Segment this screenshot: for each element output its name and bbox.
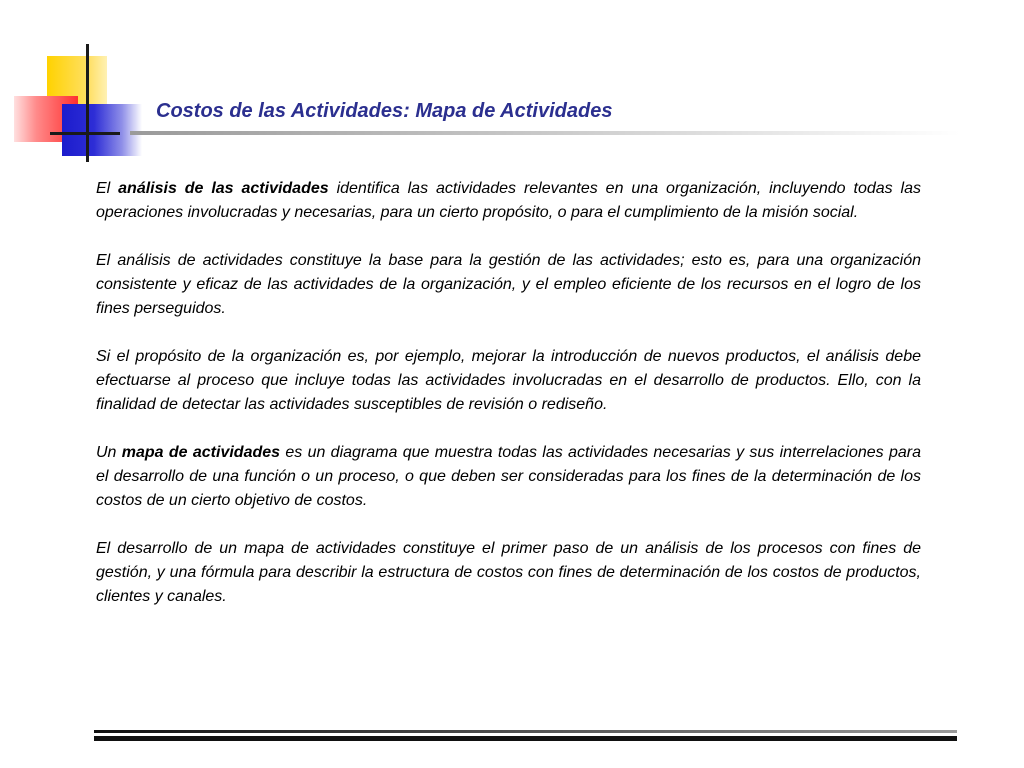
term-mapa-de-actividades: mapa de actividades xyxy=(121,444,281,461)
paragraph-primer-paso: El desarrollo de un mapa de actividades constituye el primer paso de un análisis de los procesos con fines de gestión, y una fórmula para describir la estructura de costos con fines de determinación de los costos de productos, clientes y canales. xyxy=(96,540,921,605)
logo-blue-square xyxy=(62,104,142,156)
logo-vertical-line xyxy=(86,44,89,162)
paragraph-mapa xyxy=(96,441,921,513)
title-underline xyxy=(130,131,960,135)
slide-title: Costos de las Actividades: Mapa de Actividades xyxy=(156,100,613,122)
term-analisis-de-las-actividades: análisis de las actividades xyxy=(118,180,329,197)
decorative-logo xyxy=(0,0,160,170)
paragraph-analisis xyxy=(96,177,921,225)
paragraph-base-gestion: El análisis de actividades constituye la base para la gestión de las actividades; esto es, para una organización consistente y eficaz de las actividades de la organización, y el empleo eficiente de los recursos en el logro de los fines perseguidos. xyxy=(96,252,921,317)
paragraph-rest: es un diagrama que muestra todas las actividades necesarias y sus interrelaciones para el desarrollo de una función o un proceso, o que deben ser consideradas para los fines de la determinación de los costos de un cierto objetivo de costos. xyxy=(96,444,922,509)
paragraph-prefix: El xyxy=(96,180,119,197)
logo-horizontal-line xyxy=(50,132,120,135)
footer-rule-thin xyxy=(94,730,957,733)
paragraph-prefix: Un xyxy=(96,444,122,461)
footer-rule-thick xyxy=(94,736,957,741)
paragraph-ejemplo: Si el propósito de la organización es, por ejemplo, mejorar la introducción de nuevos productos, el análisis debe efectuarse al proceso que incluye todas las actividades involucradas en el desarrollo de productos. Ello, con la finalidad de detectar las actividades susceptibles de revisión o rediseño. xyxy=(96,348,921,413)
slide-body xyxy=(96,177,921,633)
paragraph-rest: identifica las actividades relevantes en una organización, incluyendo todas las operaciones involucradas y necesarias, para un cierto propósito, o para el cumplimiento de la misión social. xyxy=(96,180,922,221)
